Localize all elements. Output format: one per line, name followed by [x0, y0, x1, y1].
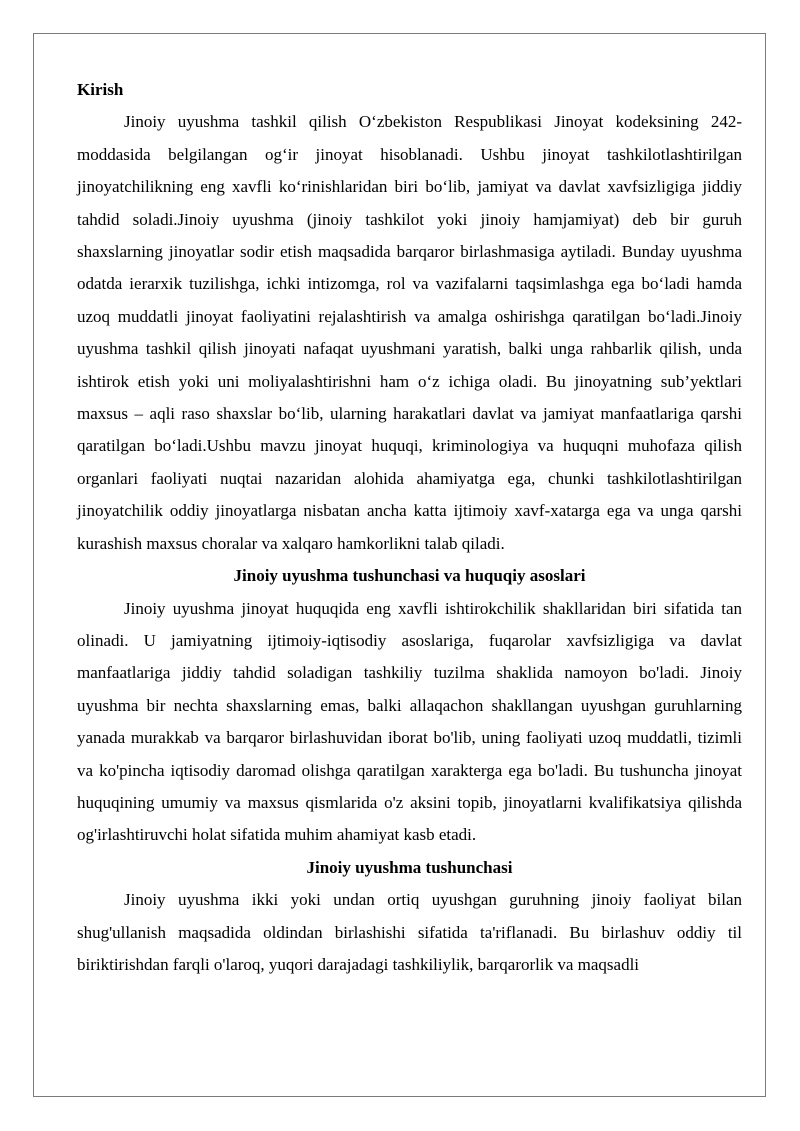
paragraph-intro: Jinoiy uyushma tashkil qilish O‘zbekiston Respublikasi Jinoyat kodeksining 242-moddasida belgilangan og‘ir jinoyat hisoblanadi. Ushbu jinoyat tashkilotlashtirilgan jinoyatchilikning eng xavfli ko‘rinishlaridan biri bo‘lib, jamiyat va davlat xavfsizligiga jiddiy tahdid soladi.Jinoiy uyushma (jinoiy tashkilot yoki jinoiy hamjamiyat) deb bir guruh shaxslarning jinoyatlar sodir etish maqsadida barqaror birlashmasiga aytiladi. Bunday uyushma odatda ierarxik tuzilishga, ichki intizomga, rol va vazifalarni taqsimlashga ega bo‘ladi hamda uzoq muddatli jinoyat faoliyatini rejalashtirish va amalga oshirishga qaratilgan bo‘ladi.Jinoiy uyushma tashkil qilish jinoyati nafaqat uyushmani yaratish, balki unga rahbarlik qilish, unda ishtirok etish yoki uni moliyalashtirishni ham o‘z ichiga oladi. Bu jinoyatning sub’yektlari maxsus – aqli raso shaxslar bo‘lib, ularning harakatlari davlat va jamiyat manfaatlariga qarshi qaratilgan bo‘ladi.Ushbu mavzu jinoyat huquqi, kriminologiya va huquqni muhofaza qilish organlari faoliyati nuqtai nazaridan alohida ahamiyatga ega, chunki tashkilotlashtirilgan jinoyatchilik oddiy jinoyatlarga nisbatan ancha katta ijtimoiy xavf-xatarga ega va unga qarshi kurashish maxsus choralar va xalqaro hamkorlikni talab qiladi.: [77, 112, 742, 553]
paragraph-concept: Jinoiy uyushma ikki yoki undan ortiq uyushgan guruhning jinoiy faoliyat bilan shug'ullanish maqsadida oldindan birlashishi sifatida ta'riflanadi. Bu birlashuv oddiy til biriktirishdan farqli o'laroq, yuqori darajadagi tashkiliylik, barqarorlik va maqsadli: [77, 890, 742, 974]
paragraph-basics: Jinoiy uyushma jinoyat huquqida eng xavfli ishtirokchilik shakllaridan biri sifatida tan olinadi. U jamiyatning ijtimoiy-iqtisodiy asoslariga, fuqarolar xavfsizligiga va davlat manfaatlariga jiddiy tahdid soladigan tashkiliy tuzilma shaklida namoyon bo'ladi. Jinoiy uyushma bir nechta shaxslarning emas, balki allaqachon shakllangan uyushgan guruhlarning yanada murakkab va barqaror birlashuvidan iborat bo'lib, uning faoliyati uzoq muddatli, tizimli va ko'pincha iqtisodiy daromad olishga qaratilgan xarakterga ega bo'ladi. Bu tushuncha jinoyat huquqining umumiy va maxsus qismlarida o'z aksini topib, jinoyatlarni kvalifikatsiya qilishda og'irlashtiruvchi holat sifatida muhim ahamiyat kasb etadi.: [77, 598, 742, 845]
section-heading-concept: Jinoiy uyushma tushunchasi: [306, 857, 513, 877]
section-heading-basics: Jinoiy uyushma tushunchasi va huquqiy asoslari: [233, 566, 586, 586]
section-heading-intro: Kirish: [77, 80, 124, 99]
document-body: [77, 74, 742, 981]
